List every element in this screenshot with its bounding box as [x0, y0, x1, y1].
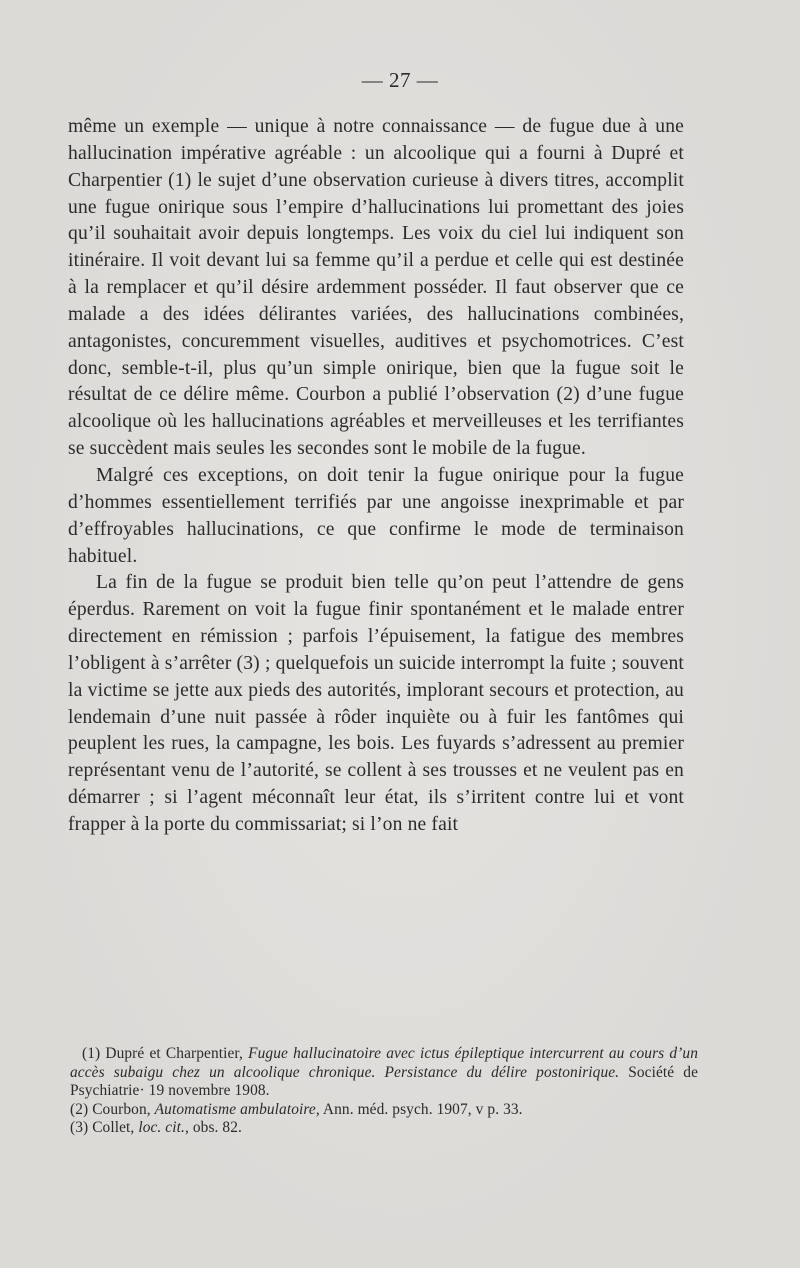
footnote-1: [70, 1045, 698, 1101]
paragraph-3: La fin de la fugue se produit bien telle qu’on peut l’attendre de gens éperdus. Rarement on voit la fugue finir spontanément et le malade entrer directement en rémission ; parfois l’épuisement, la fatigue des membres l’obligent à s’arrêter (3) ; quelquefois un suicide interrompt la fuite ; souvent la victime se jette aux pieds des autorités, implorant secours et protection, au lendemain d’une nuit passée à rôder inquiète ou à fuir les fantômes qui peuplent les rues, la campagne, les bois. Les fuyards s’adressent au premier représentant venu de l’autorité, se collent à ses trousses et ne veulent pas en démarrer ; si l’agent méconnaît leur état, ils s’irritent contre lui et vont frapper à la porte du commissariat; si l’on ne fait: [68, 572, 684, 835]
footnote-2-title: Automatisme ambulatoire: [154, 1100, 316, 1118]
footnote-1-prefix: (1) Dupré et Charpentier,: [82, 1045, 249, 1062]
footnote-2-prefix: (2) Courbon,: [70, 1100, 155, 1118]
footnote-3-title: loc. cit.: [138, 1119, 185, 1137]
footnote-3: [70, 1119, 698, 1138]
page-number: — 27 —: [361, 68, 439, 92]
footnote-3-suffix: , obs. 82.: [184, 1119, 242, 1137]
footnote-2: [70, 1101, 698, 1120]
footnote-3-prefix: (3) Collet,: [70, 1119, 139, 1137]
paragraph-2: Malgré ces exceptions, on doit tenir la fugue onirique pour la fugue d’hommes essentiellement terrifiés par une angoisse inexprimable et par d’effroyables hallucinations, ce que confirme le mode de terminaison habituel.: [68, 464, 684, 567]
footnotes: [70, 1045, 698, 1138]
main-text: [68, 114, 684, 839]
paragraph-1: même un exemple — unique à notre connaissance — de fugue due à une hallucination impérative agréable : un alcoolique qui a fourni à Dupré et Charpentier (1) le sujet d’une observation curieuse à divers titres, accomplit une fugue onirique sous l’empire d’hallucinations lui promettant des joies qu’il souhaitait avoir depuis longtemps. Les voix du ciel lui indiquent son itinéraire. Il voit devant lui sa femme qu’il a perdue et celle qui est destinée à la remplacer et qu’il désire ardemment posséder. Il faut observer que ce malade a des idées délirantes variées, des hallucinations combinées, antagonistes, concuremment visuelles, auditives et psychomotrices. C’est donc, semble-t-il, plus qu’un simple onirique, bien que la fugue soit le résultat de ce délire même. Courbon a publié l’observation (2) d’une fugue alcoolique où les hallucinations agréables et merveilleuses et les terrifiantes se succèdent mais seules les secondes sont le mobile de la fugue.: [68, 116, 684, 460]
footnote-2-suffix: , Ann. méd. psych. 1907, v p. 33.: [315, 1100, 523, 1118]
footnote-1-suffix: Société de Psychiatrie· 19 novembre 1908.: [70, 1063, 699, 1100]
footnote-1-title: Fugue hallucinatoire avec ictus épileptique intercurrent au cours d’un accès subaigu chez un alcoolique chronique. Persistance du délire postonirique.: [70, 1045, 698, 1081]
